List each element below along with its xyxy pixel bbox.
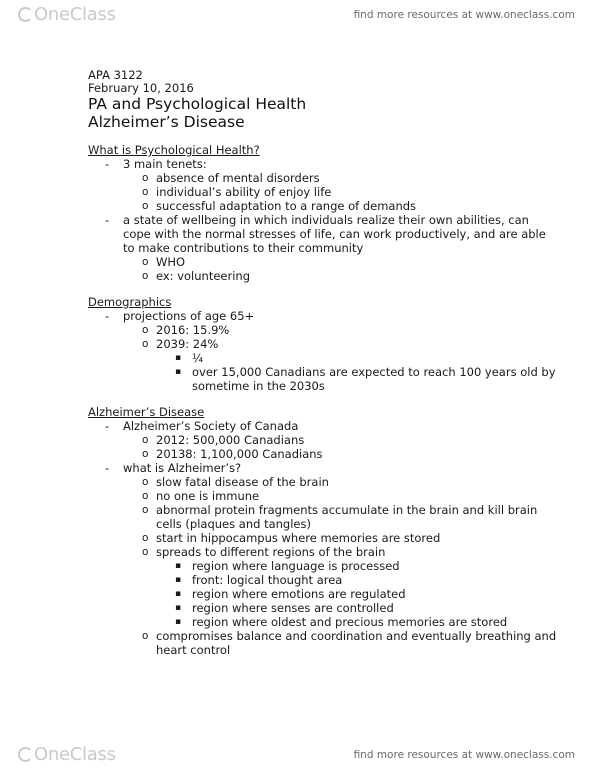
page-title: PA and Psychological Health	[88, 95, 307, 113]
list-item-text: region where language is processed	[192, 559, 400, 573]
list-item-text: absence of mental disorders	[156, 171, 320, 185]
list-item	[88, 475, 558, 489]
list-item-text: ex: volunteering	[156, 269, 250, 283]
list-item-text: WHO	[156, 255, 186, 269]
list-item-text: region where oldest and precious memories are stored	[192, 615, 508, 629]
notes-section	[88, 405, 558, 657]
list-item-text: no one is immune	[156, 489, 260, 503]
list-item	[88, 615, 558, 629]
list-item	[88, 601, 558, 615]
oneclass-logo-mark-icon	[18, 7, 33, 22]
bullet-icon: o	[142, 324, 149, 336]
list-item-text: individual’s ability of enjoy life	[156, 185, 332, 199]
bullet-icon: o	[142, 532, 149, 544]
list-item	[88, 461, 558, 475]
notes-sections	[88, 143, 558, 657]
document-body	[88, 69, 558, 657]
bullet-icon: ▪	[175, 561, 182, 571]
oneclass-logo	[18, 4, 116, 25]
list-item	[88, 433, 558, 447]
list-item-text: what is Alzheimer’s?	[123, 461, 242, 475]
list-item-text: region where emotions are regulated	[192, 587, 406, 601]
bullet-icon: o	[142, 200, 149, 212]
bullet-icon: -	[105, 461, 110, 475]
list-item-text: 3 main tenets:	[123, 157, 207, 171]
bullet-icon: o	[142, 504, 149, 516]
list-item	[88, 171, 558, 185]
list-item-text: 2012: 500,000 Canadians	[156, 433, 305, 447]
bullet-icon: ▪	[175, 617, 182, 627]
list-item-text: projections of age 65+	[123, 309, 255, 323]
list-item	[88, 157, 558, 171]
list-item	[88, 199, 558, 213]
list-item	[88, 255, 558, 269]
list-item-text: a state of wellbeing in which individuals realize their own abilities, can cope with the normal stresses of life, can work productively, and are able to make contributions to their community	[123, 213, 546, 255]
list-item-text: compromises balance and coordination and eventually breathing and heart control	[156, 629, 557, 657]
bullet-icon: -	[105, 157, 110, 171]
bullet-icon: o	[142, 434, 149, 446]
list-item-text: 2016: 15.9%	[156, 323, 230, 337]
bullet-icon: o	[142, 338, 149, 350]
bullet-icon: o	[142, 270, 149, 282]
list-item	[88, 573, 558, 587]
oneclass-logo-mark-icon	[18, 747, 33, 762]
bullet-icon: ▪	[175, 575, 182, 585]
list-item	[88, 351, 558, 365]
brand-text: OneClass	[34, 4, 116, 25]
bullet-icon: -	[105, 419, 110, 433]
list-item-text: 20138: 1,100,000 Canadians	[156, 447, 323, 461]
bullet-icon: ▪	[175, 589, 182, 599]
bullet-icon: o	[142, 546, 149, 558]
notes-section	[88, 295, 558, 393]
list-item	[88, 185, 558, 199]
section-heading: What is Psychological Health?	[88, 143, 260, 157]
section-heading: Alzheimer’s Disease	[88, 405, 205, 419]
list-item	[88, 629, 558, 657]
list-item	[88, 269, 558, 283]
bullet-icon: ▪	[175, 367, 182, 377]
brand-text: OneClass	[34, 744, 116, 765]
list-item	[88, 365, 558, 393]
bullet-icon: ▪	[175, 353, 182, 363]
section-heading: Demographics	[88, 295, 172, 309]
list-item	[88, 337, 558, 351]
list-item-text: over 15,000 Canadians are expected to reach 100 years old by sometime in the 2030s	[192, 365, 556, 393]
bullet-icon: -	[105, 213, 110, 227]
bullet-icon: o	[142, 172, 149, 184]
list-item	[88, 323, 558, 337]
list-item	[88, 559, 558, 573]
bullet-icon: o	[142, 186, 149, 198]
list-item-text: abnormal protein fragments accumulate in the brain and kill brain cells (plaques and tangles)	[156, 503, 538, 531]
oneclass-logo-footer	[18, 744, 116, 765]
list-item	[88, 587, 558, 601]
list-item	[88, 531, 558, 545]
list-item	[88, 213, 558, 255]
list-item	[88, 503, 558, 531]
list-item	[88, 309, 558, 323]
bullet-icon: o	[142, 630, 149, 642]
list-item-text: spreads to different regions of the brain	[156, 545, 386, 559]
bullet-icon: ▪	[175, 603, 182, 613]
list-item-text: Alzheimer’s Society of Canada	[123, 419, 299, 433]
bullet-icon: o	[142, 490, 149, 502]
page-subtitle: Alzheimer’s Disease	[88, 113, 245, 131]
notes-section	[88, 143, 558, 283]
bullet-icon: o	[142, 476, 149, 488]
lecture-date: February 10, 2016	[88, 81, 194, 95]
bullet-icon: -	[105, 309, 110, 323]
list-item-text: start in hippocampus where memories are stored	[156, 531, 441, 545]
bullet-icon: o	[142, 448, 149, 460]
list-item	[88, 447, 558, 461]
resources-link[interactable]: find more resources at www.oneclass.com	[353, 9, 575, 21]
list-item-text: successful adaptation to a range of demands	[156, 199, 417, 213]
bullet-icon: o	[142, 256, 149, 268]
list-item-text: 2039: 24%	[156, 337, 219, 351]
course-code: APA 3122	[88, 68, 143, 82]
list-item-text: ¼	[192, 351, 204, 365]
list-item-text: slow fatal disease of the brain	[156, 475, 329, 489]
list-item	[88, 545, 558, 559]
resources-link-footer[interactable]: find more resources at www.oneclass.com	[353, 749, 575, 761]
list-item	[88, 419, 558, 433]
list-item-text: region where senses are controlled	[192, 601, 394, 615]
list-item-text: front: logical thought area	[192, 573, 343, 587]
list-item	[88, 489, 558, 503]
